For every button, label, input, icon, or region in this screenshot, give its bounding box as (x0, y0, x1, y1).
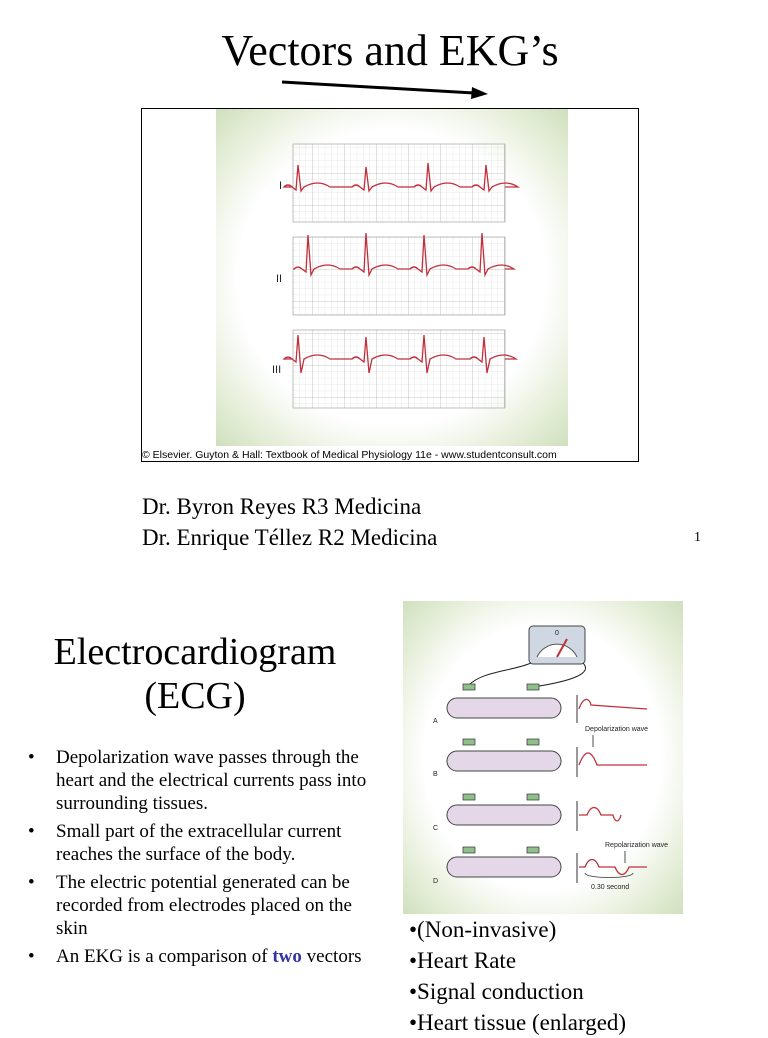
fiber-row-C (433, 794, 621, 832)
fiber-row-D (433, 847, 647, 891)
depolarization-label: Depolarization wave (585, 726, 649, 733)
use-item: •Signal conduction (409, 979, 584, 1004)
use-item: •Heart tissue (enlarged) (409, 1010, 627, 1035)
lead-label: I (279, 180, 283, 192)
lead-label: II (276, 273, 283, 285)
bullet-item (26, 746, 371, 815)
meter-zero-label: 0 (555, 630, 559, 637)
author-2: Dr. Enrique Téllez R2 Medicina (142, 525, 438, 550)
depolarization-diagram (403, 601, 683, 914)
bullet-text: Depolarization wave passes through the heart and the electrical currents pass into surrounding tissues. (56, 747, 367, 814)
highlight-word: two (272, 946, 302, 967)
page-number: 1 (694, 530, 701, 545)
slide-title: Vectors and EKG’s (221, 26, 559, 75)
time-label: 0.30 second (591, 884, 630, 891)
bullet-text-post: vectors (301, 946, 362, 967)
ekg-leads-figure (141, 108, 639, 462)
repolarization-label: Repolarization wave (605, 842, 669, 849)
bullet-icon: • (28, 946, 35, 967)
lead-III-strip (272, 330, 516, 408)
row-label: C (433, 825, 439, 832)
bullet-text: Small part of the extracellular current reaches the surface of the body. (56, 821, 342, 865)
use-item: •(Non-invasive) (409, 917, 557, 942)
row-label: B (433, 771, 438, 778)
use-item: •Heart Rate (409, 948, 517, 973)
bullet-list (26, 746, 371, 973)
lead-I-strip (279, 144, 518, 222)
lead-label: III (272, 364, 282, 376)
arrow-icon (280, 78, 492, 100)
bullet-icon: • (28, 872, 35, 893)
bullet-item (26, 945, 371, 968)
figure-frame (216, 109, 568, 446)
ekg-traces (216, 109, 568, 446)
figure-credit: © Elsevier. Guyton & Hall: Textbook of Medical Physiology 11e - www.studentconsult.com (142, 449, 557, 461)
row-label: D (433, 878, 439, 885)
bullet-text-pre: An EKG is a comparison of (56, 946, 273, 967)
lead-II-strip (276, 233, 514, 315)
row-label: A (433, 718, 438, 725)
author-1: Dr. Byron Reyes R3 Medicina (142, 494, 422, 519)
bullet-text (56, 946, 362, 967)
bullet-item (26, 820, 371, 866)
bullet-text: The electric potential generated can be recorded from electrodes placed on the skin (56, 872, 352, 939)
fiber-row-B (433, 739, 647, 778)
bullet-icon: • (28, 747, 35, 768)
section-title (20, 630, 370, 718)
section-title-line2: (ECG) (144, 675, 246, 717)
galvanometer-icon (469, 626, 586, 687)
bullet-item (26, 871, 371, 940)
ecg-uses-list (409, 914, 626, 1038)
bullet-icon: • (28, 821, 35, 842)
section-title-line1: Electrocardiogram (53, 631, 337, 673)
diagram-canvas (403, 601, 683, 914)
fiber-row-A (433, 684, 647, 725)
